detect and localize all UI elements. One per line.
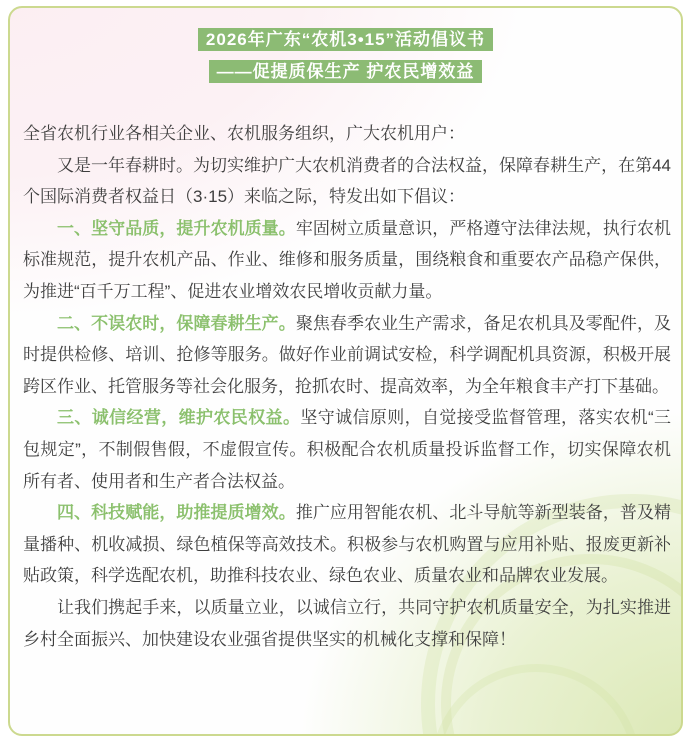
section-paragraph-1 <box>23 213 671 308</box>
salutation-line: 全省农机行业各相关企业、农机服务组织，广大农机用户： <box>23 124 465 143</box>
intro-text: 又是一年春耕时。为切实维护广大农机消费者的合法权益，保障春耕生产，在第44个国际消费者权益日（3·15）来临之际，特发出如下倡议： <box>23 155 671 207</box>
document-title: 2026年广东“农机3•15”活动倡议书 <box>198 28 493 51</box>
section-2-text: 聚焦春季农业生产需求，备足农机具及零配件，及时提供检修、培训、抢修等服务。做好作业前调试安检，科学调配机具资源，积极开展跨区作业、托管服务等社会化服务，抢抓农时、提高效率，为全年粮食丰产打下基础。 <box>23 313 672 396</box>
closing-text: 让我们携起手来，以质量立业，以诚信立行，共同守护农机质量安全，为扎实推进乡村全面振兴、加快建设农业强省提供坚实的机械化支撑和保障！ <box>23 597 671 649</box>
section-paragraph-3 <box>23 402 671 497</box>
intro-paragraph <box>23 150 671 213</box>
document-subtitle: ——促提质保生产 护农民增效益 <box>209 60 483 83</box>
closing-paragraph <box>23 592 671 655</box>
subtitle-row <box>10 60 681 83</box>
section-4-heading: 四、科技赋能，助推提质增效。 <box>57 503 296 523</box>
document-body <box>10 118 681 655</box>
section-4-text: 推广应用智能农机、北斗导航等新型装备，普及精量播种、机收减损、绿色植保等高效技术。积极参与农机购置与应用补贴、报废更新补贴政策，科学选配农机，助推科技农业、绿色农业、质量农业和品牌农业发展。 <box>23 503 672 586</box>
section-1-heading: 一、坚守品质，提升农机质量。 <box>57 218 296 238</box>
title-row <box>10 28 681 51</box>
section-paragraph-2 <box>23 308 671 403</box>
proposal-document-page <box>8 6 683 736</box>
section-1-text: 牢固树立质量意识，严格遵守法律法规，执行农机标准规范，提升农机产品、作业、维修和服务质量，围绕粮食和重要农产品稳产保供，为推进“百千万工程”、促进农业增效农民增收贡献力量。 <box>23 218 672 301</box>
section-paragraph-4 <box>23 497 671 592</box>
document-header <box>10 8 681 83</box>
section-2-heading: 二、不误农时，保障春耕生产。 <box>57 313 296 333</box>
section-3-heading: 三、诚信经营，维护农民权益。 <box>57 408 301 428</box>
section-3-text: 坚守诚信原则，自觉接受监督管理，落实农机“三包规定”，不制假售假，不虚假宣传。积极配合农机质量投诉监督工作，切实保障农机所有者、使用者和生产者合法权益。 <box>23 408 672 491</box>
